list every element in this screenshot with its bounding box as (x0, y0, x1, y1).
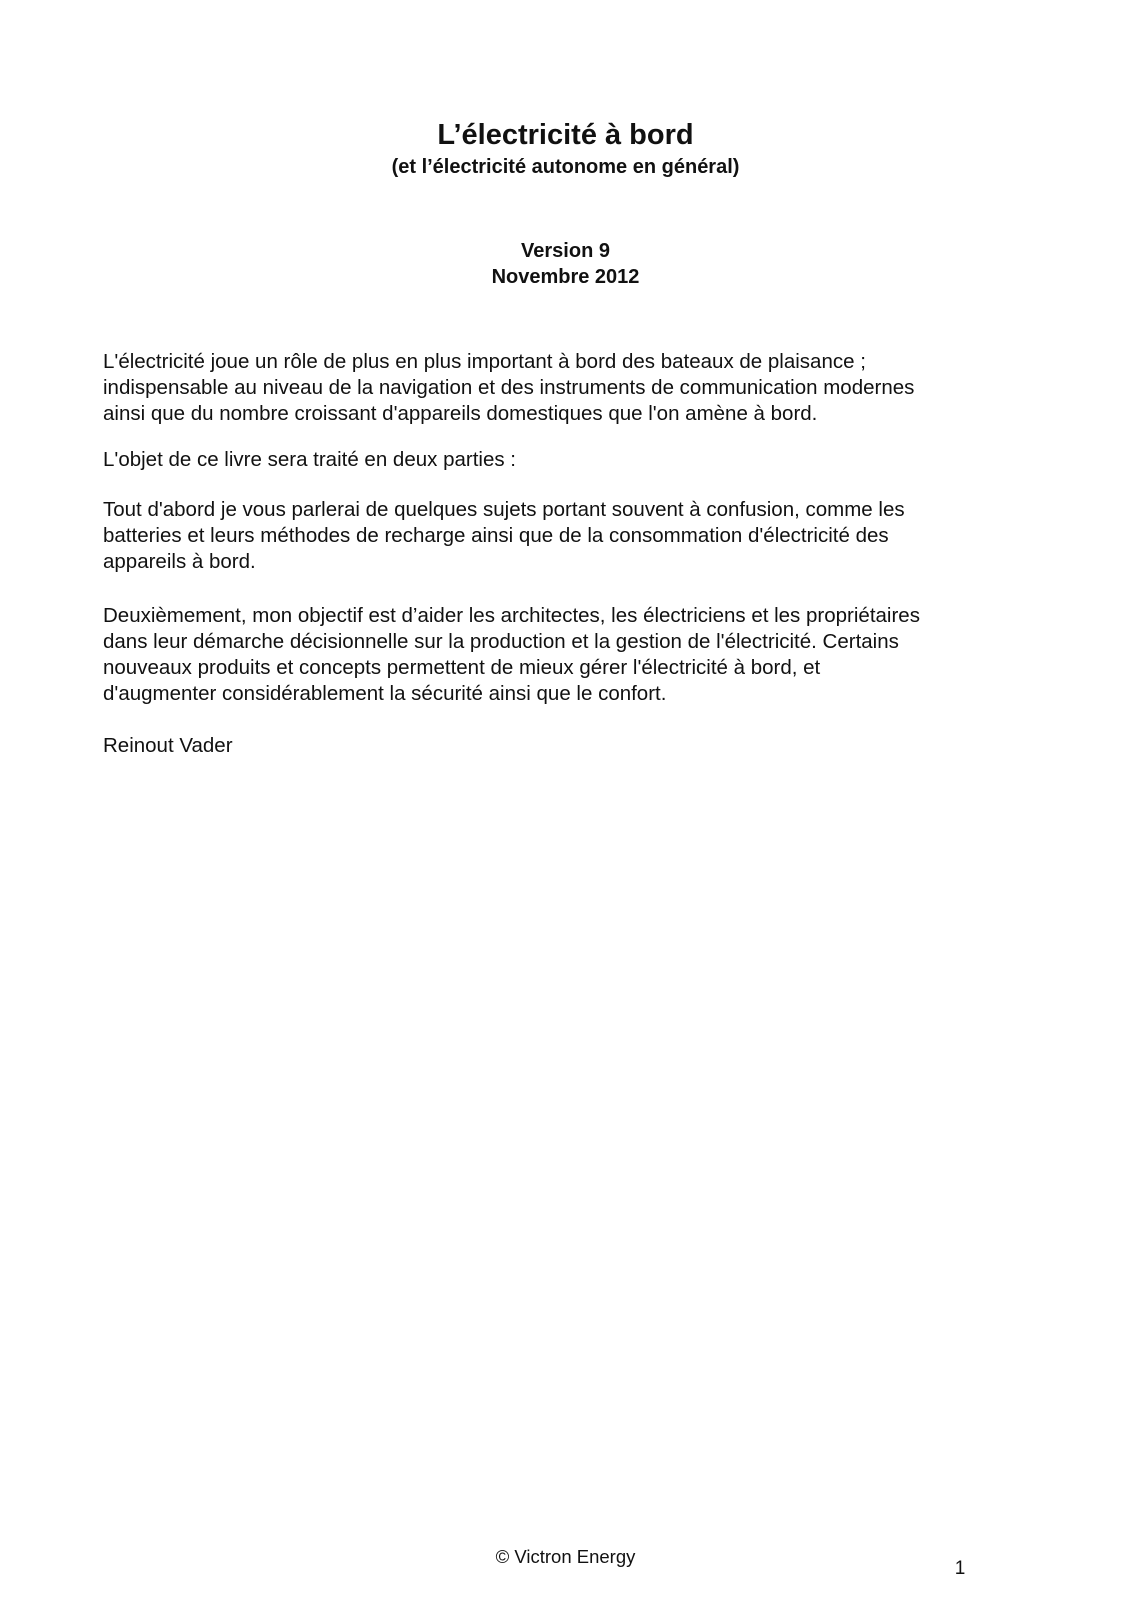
author-name: Reinout Vader (103, 734, 233, 757)
second-part-paragraph-line: Deuxièmement, mon objectif est d’aider les architectes, les électriciens et les propriétaires (103, 604, 920, 627)
first-part-paragraph-line: batteries et leurs méthodes de recharge ainsi que de la consommation d'électricité des (103, 524, 889, 547)
second-part-paragraph-line: d'augmenter considérablement la sécurité ainsi que le confort. (103, 682, 667, 705)
second-part-paragraph (103, 603, 1033, 707)
second-part-paragraph-line: dans leur démarche décisionnelle sur la production et la gestion de l'électricité. Certains (103, 630, 899, 653)
first-part-paragraph-line: appareils à bord. (103, 550, 256, 573)
document-subtitle: (et l’électricité autonome en général) (391, 156, 740, 178)
intro-paragraph-line: indispensable au niveau de la navigation et des instruments de communication modernes (103, 376, 915, 399)
intro-paragraph-line: ainsi que du nombre croissant d'appareils domestiques que l'on amène à bord. (103, 402, 818, 425)
intro-paragraph-line: L'électricité joue un rôle de plus en plus important à bord des bateaux de plaisance ; (103, 350, 866, 373)
book-object-paragraph-line: L'objet de ce livre sera traité en deux parties : (103, 448, 517, 471)
second-part-paragraph-line: nouveaux produits et concepts permettent de mieux gérer l'électricité à bord, et (103, 656, 821, 679)
page-number: 1 (954, 1558, 966, 1579)
document-date: Novembre 2012 (491, 266, 640, 288)
document-title: L’électricité à bord (437, 119, 694, 151)
document-version: Version 9 (521, 240, 610, 262)
first-part-paragraph-line: Tout d'abord je vous parlerai de quelques sujets portant souvent à confusion, comme les (103, 498, 905, 521)
intro-paragraph (103, 349, 1033, 427)
first-part-paragraph (103, 497, 1033, 575)
book-object-paragraph (103, 447, 1033, 473)
copyright-footer: © Victron Energy (495, 1546, 636, 1567)
